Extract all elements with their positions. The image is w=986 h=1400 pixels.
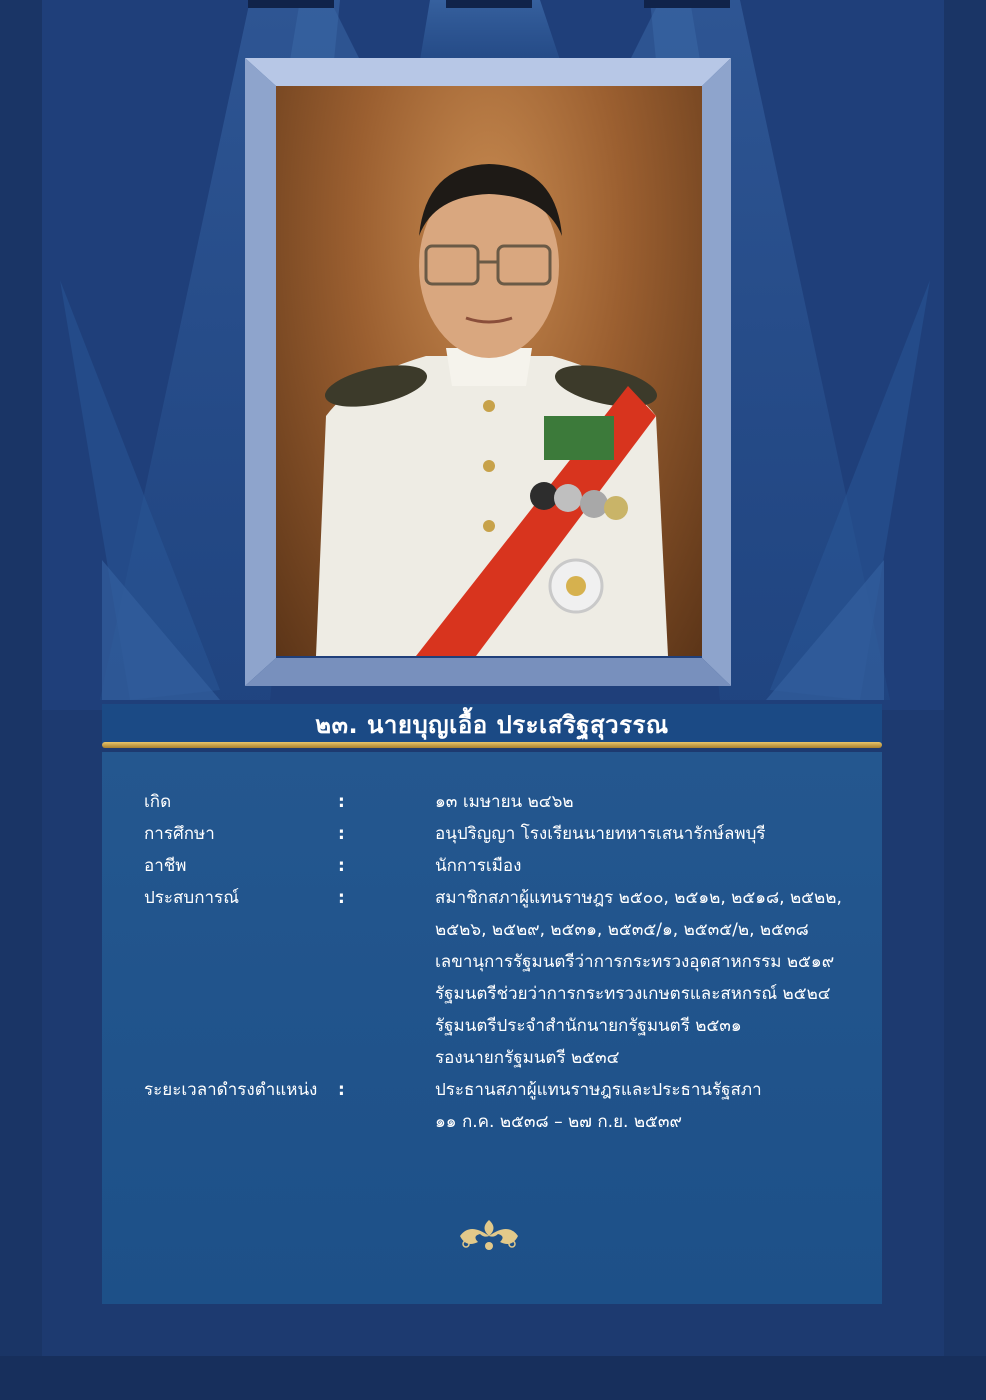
value-term-line: ๑๑ ก.ค. ๒๕๓๘ – ๒๗ ก.ย. ๒๕๓๙ <box>435 1112 682 1132</box>
info-row-occupation <box>102 850 882 882</box>
portrait-photo <box>276 86 702 656</box>
label-born: เกิด <box>144 792 172 812</box>
info-row-experience-cont <box>102 946 882 978</box>
bottom-border <box>0 1356 986 1400</box>
value-occupation: นักการเมือง <box>435 856 522 876</box>
value-experience-line: เลขานุการรัฐมนตรีว่าการกระทรวงอุตสาหกรรม ๒๕๑๙ <box>435 952 835 972</box>
value-experience-line: รัฐมนตรีช่วยว่าการกระทรวงเกษตรและสหกรณ์ ๒๕๒๔ <box>435 984 831 1004</box>
ornament-flourish-icon <box>386 1214 592 1258</box>
colon: : <box>338 792 345 812</box>
colon: : <box>338 888 345 908</box>
info-row-term-cont <box>102 1106 882 1138</box>
biography-list <box>102 786 882 1138</box>
value-experience-line: ๒๕๒๖, ๒๕๒๙, ๒๕๓๑, ๒๕๓๕/๑, ๒๕๓๕/๒, ๒๕๓๘ <box>435 920 809 940</box>
label-experience: ประสบการณ์ <box>144 888 239 908</box>
info-row-education <box>102 818 882 850</box>
info-row-born <box>102 786 882 818</box>
value-experience-line: สมาชิกสภาผู้แทนราษฎร ๒๕๐๐, ๒๕๑๒, ๒๕๑๘, ๒๕๒๒, <box>435 888 842 908</box>
value-experience-line: รัฐมนตรีประจำสำนักนายกรัฐมนตรี ๒๕๓๑ <box>435 1016 742 1036</box>
page-title: ๒๓. นายบุญเอื้อ ประเสริฐสุวรรณ <box>315 711 669 739</box>
colon: : <box>338 1080 345 1100</box>
gold-divider <box>102 742 882 748</box>
value-education: อนุปริญญา โรงเรียนนายทหารเสนารักษ์ลพบุรี <box>435 824 766 844</box>
colon: : <box>338 856 345 876</box>
info-row-experience-cont <box>102 914 882 946</box>
label-term: ระยะเวลาดำรงตำแหน่ง <box>144 1080 318 1100</box>
label-education: การศึกษา <box>144 824 215 844</box>
value-term-line: ประธานสภาผู้แทนราษฎรและประธานรัฐสภา <box>435 1080 762 1100</box>
spotlight-center <box>446 0 532 8</box>
value-experience-line: รองนายกรัฐมนตรี ๒๕๓๔ <box>435 1048 620 1068</box>
info-row-experience-cont <box>102 1010 882 1042</box>
spotlight-right <box>644 0 730 8</box>
info-row-experience-cont <box>102 978 882 1010</box>
value-born: ๑๓ เมษายน ๒๔๖๒ <box>435 792 574 812</box>
colon: : <box>338 824 345 844</box>
portrait-illustration <box>276 86 702 656</box>
spotlight-left <box>248 0 334 8</box>
info-row-term <box>102 1074 882 1106</box>
info-row-experience-cont <box>102 1042 882 1074</box>
label-occupation: อาชีพ <box>144 856 187 876</box>
info-row-experience <box>102 882 882 914</box>
